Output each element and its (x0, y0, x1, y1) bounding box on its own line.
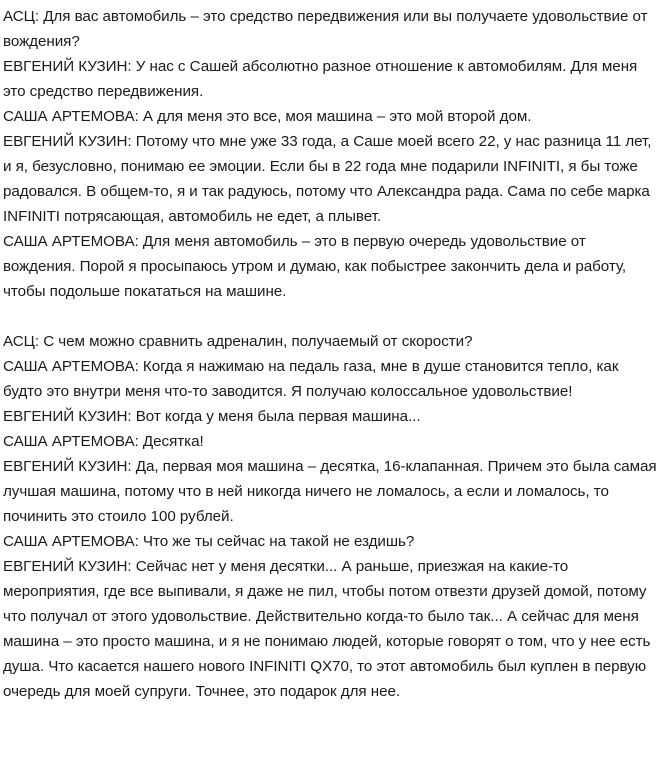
transcript-paragraph: АСЦ: С чем можно сравнить адреналин, получаемый от скорости? (3, 333, 473, 350)
paragraph-spacer (3, 304, 660, 329)
transcript-paragraph: ЕВГЕНИЙ КУЗИН: У нас с Сашей абсолютно разное отношение к автомобилям. Для меня это средство передвижения. (3, 58, 638, 100)
transcript-paragraph: ЕВГЕНИЙ КУЗИН: Да, первая моя машина – десятка, 16-клапанная. Причем это была самая лучшая машина, потому что в ней никогда ничего не ломалось, а если и ломалось, то починить это стоило 100 рублей. (3, 458, 657, 525)
transcript-paragraph: САША АРТЕМОВА: Десятка! (3, 433, 204, 450)
transcript-paragraph: АСЦ: Для вас автомобиль – это средство передвижения или вы получаете удовольствие от вождения? (3, 8, 648, 50)
transcript-paragraph: ЕВГЕНИЙ КУЗИН: Потому что мне уже 33 года, а Саше моей всего 22, у нас разница 11 лет, и я, безусловно, понимаю ее эмоции. Если бы в 22 года мне подарили INFINITI, я бы тоже радовался. В общем-то, я и так радуюсь, потому что Александра рада. Сама по себе марка INFINITI потрясающая, автомобиль не едет, а плывет. (3, 133, 652, 225)
transcript-paragraph: САША АРТЕМОВА: А для меня это все, моя машина – это мой второй дом. (3, 108, 532, 125)
transcript-paragraph: САША АРТЕМОВА: Когда я нажимаю на педаль газа, мне в душе становится тепло, как будто это внутри меня что-то заводится. Я получаю колоссальное удовольствие! (3, 358, 619, 400)
transcript-paragraph: САША АРТЕМОВА: Для меня автомобиль – это в первую очередь удовольствие от вождения. Порой я просыпаюсь утром и думаю, как побыстрее закончить дела и работу, чтобы подольше покататься на машине. (3, 233, 627, 300)
transcript-paragraph: ЕВГЕНИЙ КУЗИН: Сейчас нет у меня десятки... А раньше, приезжая на какие-то мероприятия, где все выпивали, я даже не пил, чтобы потом отвезти друзей домой, потому что получал от этого удовольствие. Действительно когда-то было так... А сейчас для меня машина – это просто машина, и я не понимаю людей, которые говорят о том, что у нее есть душа. Что касается нашего нового INFINITI QX70, то этот автомобиль был куплен в первую очередь для моей супруги. Точнее, это подарок для нее. (3, 558, 651, 700)
transcript-paragraph: САША АРТЕМОВА: Что же ты сейчас на такой не ездишь? (3, 533, 415, 550)
transcript-paragraph: ЕВГЕНИЙ КУЗИН: Вот когда у меня была первая машина... (3, 408, 421, 425)
